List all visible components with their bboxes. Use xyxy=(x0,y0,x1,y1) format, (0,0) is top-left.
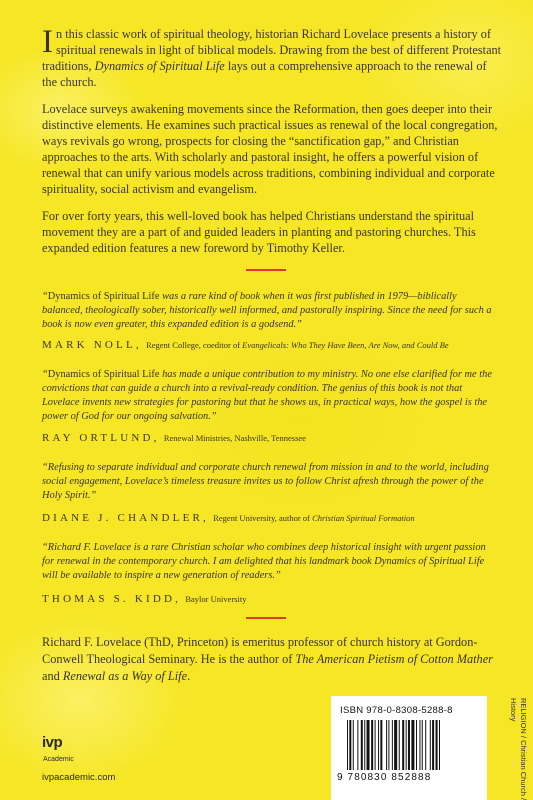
endorsement-quote xyxy=(42,461,497,503)
barcode-bar xyxy=(419,720,420,770)
endorser-book-title: Evangelicals: Who They Have Been, Are Now, and Could Be xyxy=(242,340,449,350)
barcode-bar xyxy=(394,720,397,770)
barcode-bar xyxy=(361,720,363,770)
barcode-bar xyxy=(402,720,404,770)
barcode-bar xyxy=(425,720,426,770)
endorsement-attribution xyxy=(42,593,246,605)
blurb-text: lays out a comprehensive approach to the renewal of the church. xyxy=(42,59,487,89)
endorser-affiliation: Regent College, coeditor of xyxy=(146,340,243,350)
barcode-bar xyxy=(353,720,354,770)
quote-mark: “ xyxy=(42,291,48,302)
barcode-digits: 9 780830 852888 xyxy=(337,772,432,783)
barcode-bar xyxy=(378,720,379,770)
quote-text: has made a unique contribution to my ministry. No one else clarified for me the convictions that can guide a church into a revival-ready condition. The genius of this book is not that Lovelace invents new strategies for pastoring but that he shows us, in practical ways, how the gospel is the power of God for our ongoing salvation.” xyxy=(42,369,492,422)
bisac-line-2: History xyxy=(509,698,518,722)
endorser-name: DIANE J. CHANDLER, xyxy=(42,512,209,524)
barcode-bar xyxy=(406,720,407,770)
endorsement-quote xyxy=(42,290,497,332)
divider-rule xyxy=(246,269,286,271)
endorsement-attribution xyxy=(42,512,415,524)
ivp-logo-mark: ivp xyxy=(42,734,63,751)
barcode-bar xyxy=(430,720,431,770)
barcode-bar xyxy=(399,720,400,770)
drop-cap: I xyxy=(42,24,53,60)
barcode-bar xyxy=(436,720,438,770)
author-bio xyxy=(42,634,502,685)
endorsement-quote xyxy=(42,368,497,424)
isbn-number: ISBN 978-0-8308-5288-8 xyxy=(340,705,453,716)
divider-rule xyxy=(246,617,286,619)
barcode-bar xyxy=(364,720,365,770)
barcode-icon xyxy=(347,720,473,770)
barcode-bar xyxy=(349,720,351,770)
barcode-bar xyxy=(392,720,393,770)
quote-book-title: Dynamics of Spiritual Life xyxy=(47,291,160,302)
barcode-bar xyxy=(432,720,434,770)
endorser-affiliation: Renewal Ministries, Nashville, Tennessee xyxy=(163,433,306,443)
quote-text: was a rare kind of book when it was first published in 1979—biblically balanced, theologically sober, historically well informed, and pastorally inspiring. Since the need for such a book is now even greater, this expanded edition is a godsend.” xyxy=(42,291,492,330)
bio-text: and xyxy=(42,669,63,683)
barcode-bar xyxy=(367,720,370,770)
barcode-bar xyxy=(357,720,358,770)
author-book-title: The American Pietism of Cotton Mather xyxy=(295,652,493,666)
bio-text: . xyxy=(187,669,191,683)
publisher-website: ivpacademic.com xyxy=(42,772,116,783)
blurb-text: n this classic work of spiritual theology, historian Richard Lovelace presents a history of spiritual renewals in light of biblical models. Drawing from the best of different Protestant traditions, xyxy=(42,27,502,73)
book-title: Dynamics of Spiritual Life xyxy=(94,59,225,73)
endorser-name: MARK NOLL, xyxy=(42,339,142,351)
author-book-title: Renewal as a Way of Life xyxy=(62,669,188,683)
barcode-bar xyxy=(388,720,389,770)
barcode-bar xyxy=(439,720,440,770)
bisac-line-1: RELIGION / Christian Church / xyxy=(519,698,528,800)
barcode-bar xyxy=(422,720,423,770)
bisac-category-label xyxy=(488,698,532,800)
quote-mark: “ xyxy=(42,369,48,380)
ivp-logo-subtitle: Academic xyxy=(43,756,74,763)
blurb-paragraph-3: For over forty years, this well-loved book has helped Christians understand the spiritual movement they are a part of and guided leaders in planting and pastoring churches. This expanded edition features a new foreword by Timothy Keller. xyxy=(42,209,476,255)
endorser-affiliation: Regent University, author of xyxy=(213,513,313,523)
barcode-bar xyxy=(416,720,417,770)
blurb-paragraph-2: Lovelace surveys awakening movements since the Reformation, then goes deeper into their distinctive elements. He examines such practical issues as renewal of the local congregation, ways revivals go wrong, prospects for closing the “sanctification gap,” and Christian approaches to the arts. With scholarly and pastoral insight, he offers a powerful vision of renewal that can unify various models across traditions, combining individual and corporate spirituality, social activism and evangelism. xyxy=(42,102,498,196)
endorsement-quote xyxy=(42,541,497,583)
quote-text: “Refusing to separate individual and corporate church renewal from mission in and to the world, including social engagement, Lovelace’s timeless treasure invites us to follow Christ afresh through the power of the Holy Spirit.” xyxy=(42,462,489,501)
endorsement-attribution xyxy=(42,432,306,444)
barcode-panel xyxy=(331,696,487,800)
endorser-name: RAY ORTLUND, xyxy=(42,432,160,444)
endorser-affiliation: Baylor University xyxy=(185,594,247,604)
barcode-bar xyxy=(408,720,410,770)
barcode-bar xyxy=(380,720,382,770)
barcode-bar xyxy=(347,720,348,770)
endorser-book-title: Christian Spiritual Formation xyxy=(312,513,415,523)
barcode-bar xyxy=(375,720,376,770)
blurb xyxy=(42,26,502,267)
endorsement-attribution xyxy=(42,339,449,351)
quote-text: “Richard F. Lovelace is a rare Christian scholar who combines deep historical insight with urgent passion for renewal in the contemporary church. I am delighted that his landmark book Dynamics of Spiritual Life will be available to inspire a new generation of readers.” xyxy=(42,542,486,581)
barcode-bar xyxy=(371,720,373,770)
bio-text: Richard F. Lovelace (ThD, Princeton) is emeritus professor of church history at Gordon-Conwell Theological Seminary. He is the author of xyxy=(42,635,478,666)
endorser-name: THOMAS S. KIDD, xyxy=(42,593,182,605)
barcode-bar xyxy=(411,720,414,770)
blurb-paragraph-1 xyxy=(42,26,502,90)
barcode-bar xyxy=(386,720,387,770)
quote-book-title: Dynamics of Spiritual Life xyxy=(47,369,160,380)
